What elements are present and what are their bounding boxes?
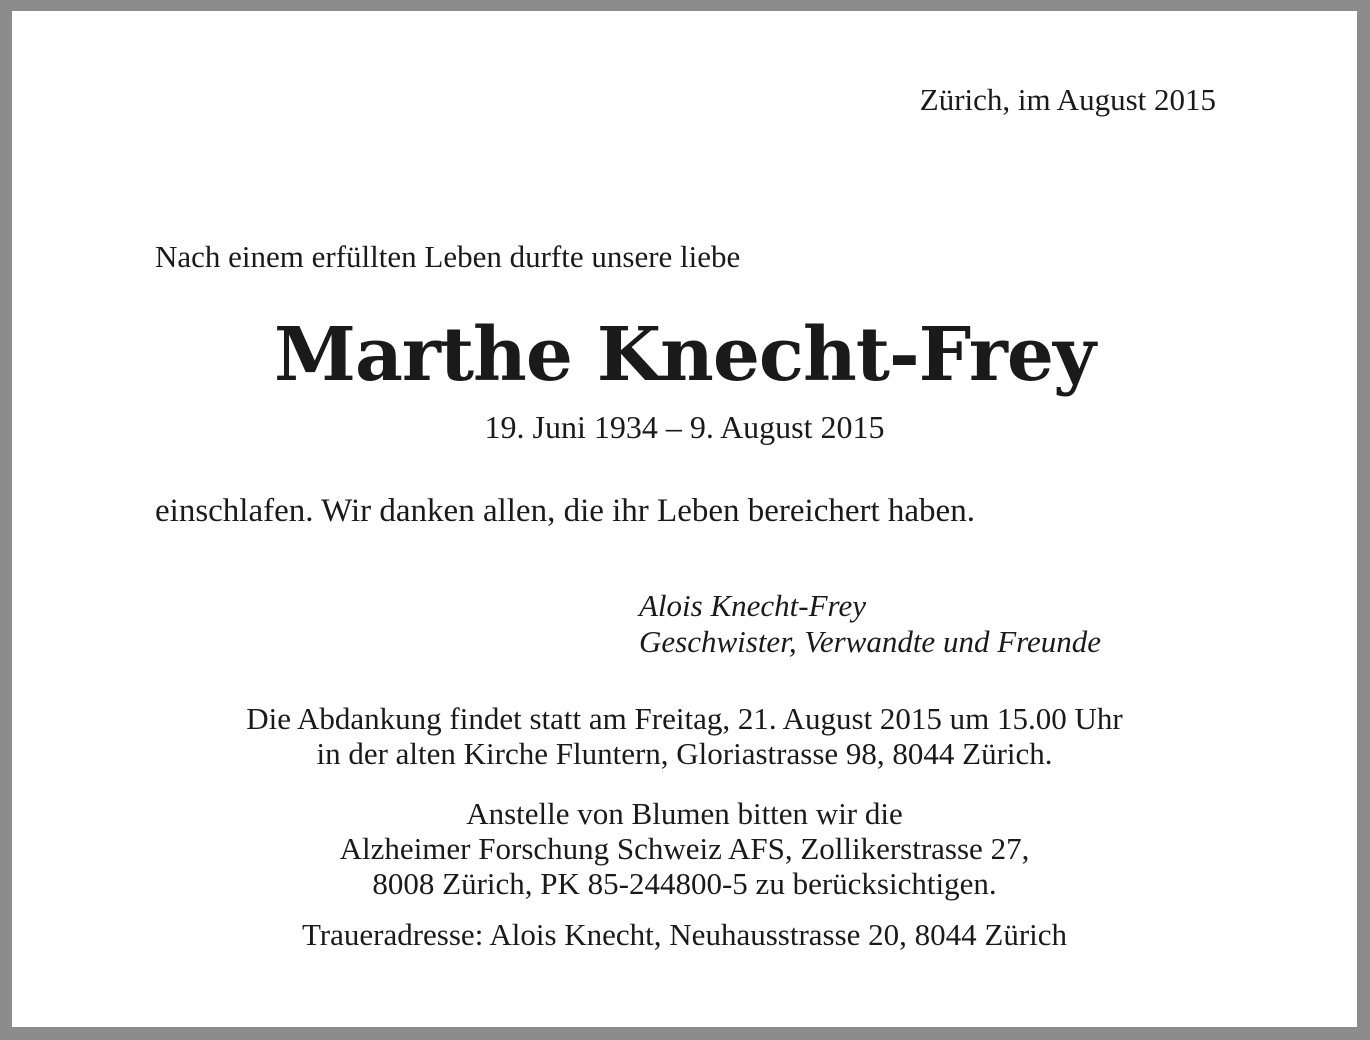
signers [639,588,1101,660]
signer-line: Alois Knecht-Frey [639,588,866,623]
signer-line: Geschwister, Verwandte und Freunde [639,624,1102,659]
deceased-name: Marthe Knecht-Frey [274,312,1095,398]
service-line: Die Abdankung findet statt am Freitag, 21. August 2015 um 15.00 Uhr [246,701,1123,736]
service-info [12,701,1357,771]
donation-line: 8008 Zürich, PK 85-244800-5 zu berücksichtigen. [372,866,997,901]
lifespan-dates: 19. Juni 1934 – 9. August 2015 [484,409,885,445]
donation-line: Alzheimer Forschung Schweiz AFS, Zollikerstrasse 27, [339,831,1030,866]
donation-info [12,796,1357,901]
obituary-page [12,11,1357,1027]
mourning-address: Traueradresse: Alois Knecht, Neuhausstrasse 20, 8044 Zürich [301,917,1068,952]
outro-text: einschlafen. Wir danken allen, die ihr Leben bereichert haben. [155,493,975,529]
service-line: in der alten Kirche Fluntern, Gloriastrasse 98, 8044 Zürich. [316,736,1053,771]
intro-text: Nach einem erfüllten Leben durfte unsere liebe [155,239,741,274]
place-date: Zürich, im August 2015 [919,82,1216,117]
donation-line: Anstelle von Blumen bitten wir die [466,796,903,831]
